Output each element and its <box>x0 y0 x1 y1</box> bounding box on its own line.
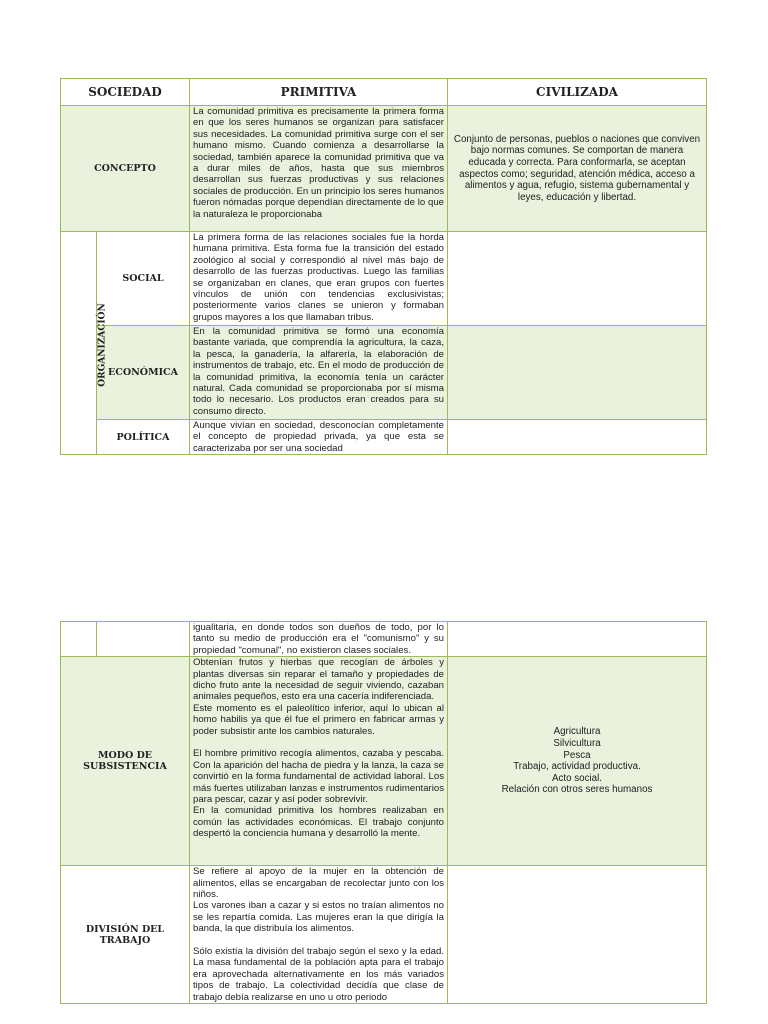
politica-civilizada-continuacion <box>448 622 707 657</box>
division-trabajo-primitiva <box>190 866 448 1004</box>
politica-cont-label-cell <box>97 622 190 657</box>
modo-subsistencia-civilizada <box>448 657 707 866</box>
division-trabajo-clip <box>193 866 444 1003</box>
economica-primitiva: En la comunidad primitiva se formó una economía bastante variada, que comprendía la agricultura, la caza, la pesca, la ganadería, la alfarería, la elaboración de instrumentos de trabajo, etc. En el modo de producción de la comunidad primitiva, la economía tenía un carácter natural. Cada comunidad se proporcionaba por sí misma todo lo necesario. Los productos eran creados para su consumo directo. <box>190 326 448 420</box>
subsistencia-item: Relación con otros seres humanos <box>501 784 653 796</box>
label-division-trabajo: DIVISIÓN DEL TRABAJO <box>61 866 190 1004</box>
subsistencia-item: Trabajo, actividad productiva. <box>513 761 641 773</box>
politica-primitiva-continuacion: igualitaria, en donde todos son dueños de todo, por lo tanto su medio de producción era el "comunismo" y su propiedad "comunal", no existieron clases sociales. <box>190 622 448 657</box>
row-modo-subsistencia <box>61 657 707 866</box>
concepto-primitiva: La comunidad primitiva es precisamente la primera forma en que los seres humanos se organizan para satisfacer sus necesidades. La comunidad primitiva surge con el ser humano mismo. Cuando comienza a desarrollarse la sociedad, también aparece la comunidad primitiva que va a durar miles de años, hasta que sus miembros desarrollan sus fuerzas productivas y sus relaciones sociales de producción. En un principio los seres humanos fueron nómadas porque dependían directamente de lo que la naturaleza le proporcionaba <box>190 106 448 232</box>
header-sociedad: SOCIEDAD <box>61 79 190 106</box>
blank-line <box>193 935 444 946</box>
subsistencia-parrafo: Obtenían frutos y hierbas que recogían de árboles y plantas diversas sin reparar el tamaño y propiedades de dicho fruto ante la necesidad de seguir viviendo, cazaban animales pequeños, esto era una cacería indiferenciada. <box>193 657 444 703</box>
politica-civilizada <box>448 420 707 455</box>
modo-subsistencia-primitiva <box>190 657 448 866</box>
row-social <box>61 232 707 326</box>
row-concepto <box>61 106 707 232</box>
organizacion-cont-cell <box>61 622 97 657</box>
subsistencia-item: Pesca <box>563 749 591 761</box>
division-parrafo: Los varones iban a cazar y si estos no traían alimentos no se les repartía comida. Las mujeres eran la que dirigía la banda, la que distribuía los alimentos. <box>193 900 444 935</box>
row-economica <box>61 326 707 420</box>
politica-primitiva: Aunque vivían en sociedad, desconocían completamente el concepto de propiedad privada, ya que esta se caracterizaba por ser una sociedad <box>190 420 448 455</box>
subsistencia-item: Silvicultura <box>553 738 601 750</box>
social-primitiva: La primera forma de las relaciones sociales fue la horda humana primitiva. Esta forma fue la transición del estado zoológico al social y correspondió al nivel más bajo de desarrollo de las fuerzas productivas. Luego las familias se organizaban en clanes, que eran grupos con fuertes vínculos de unión con tendencias exclusivistas; posteriormente varios clanes se unieron y formaban grupos mayores a los que llamaban tribus. <box>190 232 448 326</box>
comparison-table-part-1 <box>60 78 707 455</box>
subsistencia-item: Agricultura <box>553 726 601 738</box>
header-row <box>61 79 707 106</box>
header-primitiva: PRIMITIVA <box>190 79 448 106</box>
organizacion-vertical-label: ORGANIZACIÓN <box>97 303 108 387</box>
label-economica: ECONÓMICA <box>97 326 190 420</box>
label-social: SOCIAL <box>97 232 190 326</box>
economica-civilizada <box>448 326 707 420</box>
label-politica: POLÍTICA <box>97 420 190 455</box>
subsistencia-parrafo: En la comunidad primitiva los hombres realizaban en común las actividades económicas. El trabajo conjunto despertó la conciencia humana y desarrolló la mente. <box>193 805 444 840</box>
row-politica-continuacion <box>61 622 707 657</box>
label-modo-subsistencia: MODO DE SUBSISTENCIA <box>61 657 190 866</box>
label-organizacion <box>61 232 108 455</box>
label-concepto: CONCEPTO <box>61 106 190 232</box>
social-civilizada <box>448 232 707 326</box>
subsistencia-parrafo: El hombre primitivo recogía alimentos, cazaba y pescaba. Con la aparición del hacha de piedra y la lanza, la caza se convirtió en la forma fundamental de actividad laboral. Los más fuertes utilizaban lanzas e instrumentos rudimentarios para pescar, cazar y así poder sobrevivir. <box>193 748 444 806</box>
subsistencia-parrafo: Este momento es el paleolítico inferior, aquí lo ubican al homo habilis ya que él fue el primero en fabricar armas y poder subsistir ante los cambios naturales. <box>193 702 444 737</box>
blank-line <box>193 737 444 748</box>
division-trabajo-civilizada <box>448 866 707 1004</box>
comparison-table-part-2 <box>60 621 707 1004</box>
division-parrafo: Sólo existía la división del trabajo según el sexo y la edad. La masa fundamental de la población apta para el trabajo era aprovechada alternativamente en los más variados tipos de trabajo. La colectividad decidía que clase de trabajo debía realizarse en uno u otro periodo <box>193 946 444 1003</box>
concepto-civilizada: Conjunto de personas, pueblos o naciones que conviven bajo normas comunes. Se comportan de manera educada y correcta. Para conformarla, se aceptan aspectos como; seguridad, atención médica, acceso a alimentos y agua, refugio, sistema gubernamental y leyes, educación y libertad. <box>448 106 707 232</box>
division-parrafo: Se refiere al apoyo de la mujer en la obtención de alimentos, ellas se encargaban de recolectar junto con los niños. <box>193 866 444 901</box>
subsistencia-item: Acto social. <box>551 772 603 784</box>
row-division-trabajo <box>61 866 707 1004</box>
row-politica <box>61 420 707 455</box>
header-civilizada: CIVILIZADA <box>448 79 707 106</box>
